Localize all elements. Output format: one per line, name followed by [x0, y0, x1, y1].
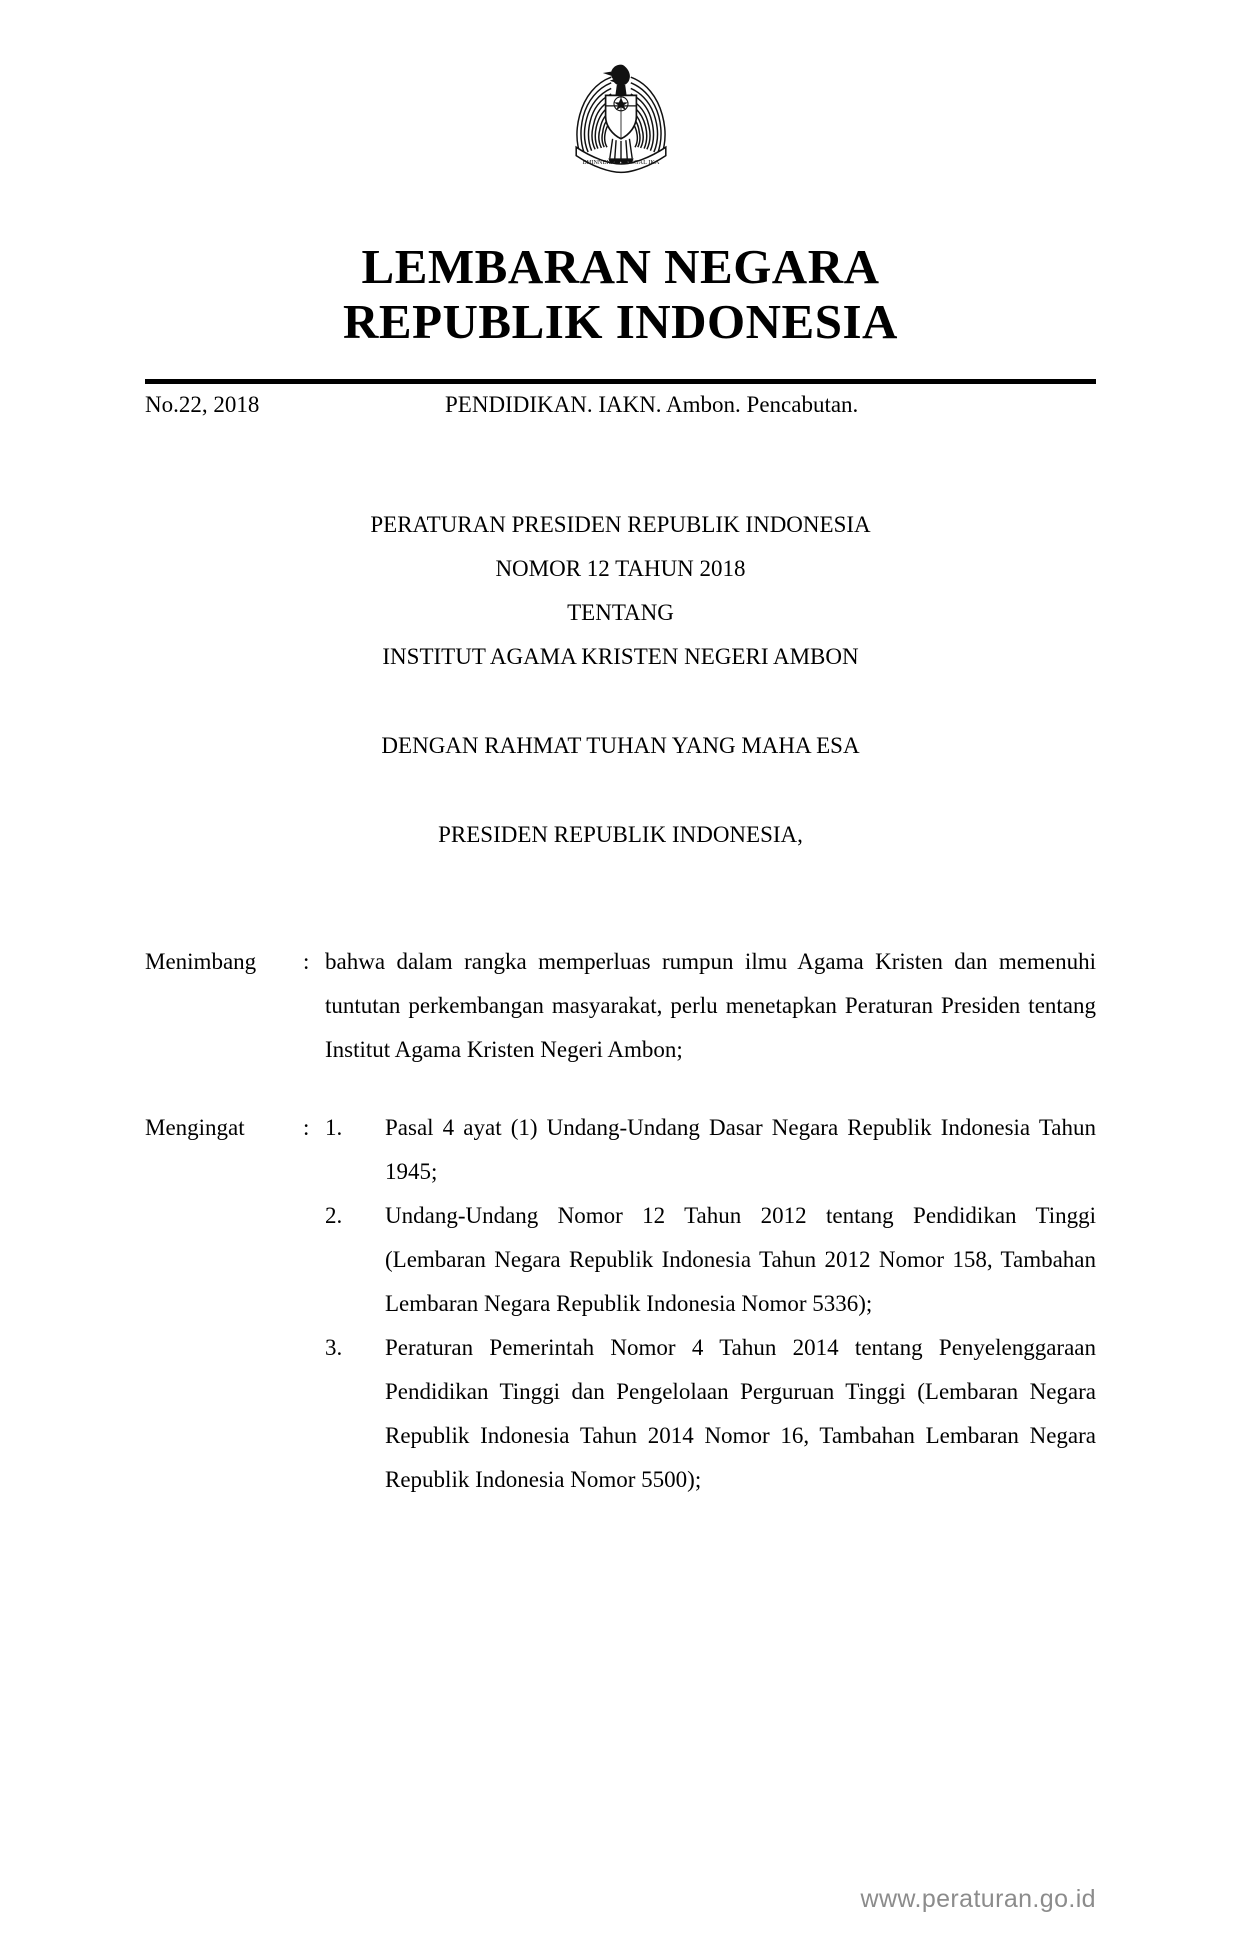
invocation-line: DENGAN RAHMAT TUHAN YANG MAHA ESA: [381, 733, 860, 758]
clause-menimbang: [145, 940, 1096, 1072]
spacer-after-invocation: [0, 768, 1241, 813]
clause-colon-menimbang: :: [303, 949, 310, 974]
emblem-container: [0, 52, 1241, 192]
gazette-subject-keywords: PENDIDIKAN. IAKN. Ambon. Pencabutan.: [445, 392, 859, 417]
list-item-marker: 3.: [325, 1335, 343, 1360]
mengingat-list: [325, 1106, 1096, 1502]
regulation-tentang-label: TENTANG: [567, 600, 674, 625]
regulation-title-line-1: PERATURAN PRESIDEN REPUBLIK INDONESIA: [370, 512, 871, 537]
garuda-pancasila-icon: [551, 52, 691, 192]
signatory-line: PRESIDEN REPUBLIK INDONESIA,: [438, 822, 803, 847]
clause-label-mengingat: Mengingat: [145, 1115, 245, 1140]
regulation-title-block: [0, 503, 1241, 857]
clause-label-menimbang: Menimbang: [145, 949, 257, 974]
list-item-text: Pasal 4 ayat (1) Undang-Undang Dasar Negara Republik Indonesia Tahun 1945;: [385, 1115, 1096, 1184]
list-item-text: Undang-Undang Nomor 12 Tahun 2012 tentang Pendidikan Tinggi (Lembaran Negara Republik Indonesia Tahun 2012 Nomor 158, Tambahan Lembaran Negara Republik Indonesia Nomor 5336);: [385, 1203, 1096, 1316]
masthead-line-2: REPUBLIK INDONESIA: [343, 293, 898, 349]
list-item: [325, 1326, 1096, 1502]
list-item-text: Peraturan Pemerintah Nomor 4 Tahun 2014 tentang Penyelenggaraan Pendidikan Tinggi dan Pengelolaan Perguruan Tinggi (Lembaran Negara Republik Indonesia Tahun 2014 Nomor 16, Tambahan Lembaran Negara Republik Indonesia Nomor 5500);: [385, 1335, 1096, 1492]
clause-section: [145, 940, 1096, 1536]
clause-colon-mengingat: :: [303, 1115, 310, 1140]
clause-mengingat: [145, 1106, 1096, 1502]
spacer-after-title: [0, 679, 1241, 724]
header-divider: [145, 379, 1096, 384]
masthead: [0, 240, 1241, 350]
gazette-header-row: [145, 388, 1096, 422]
source-watermark: www.peraturan.go.id: [860, 1885, 1096, 1913]
regulation-number: NOMOR 12 TAHUN 2018: [495, 556, 746, 581]
gazette-number: No.22, 2018: [145, 392, 260, 417]
emblem-motto-text: BHINNEKA TUNGGAL IKA: [582, 159, 659, 166]
list-item-marker: 1.: [325, 1115, 343, 1140]
clause-text-menimbang: bahwa dalam rangka memperluas rumpun ilmu Agama Kristen dan memenuhi tuntutan perkembangan masyarakat, perlu menetapkan Peraturan Presiden tentang Institut Agama Kristen Negeri Ambon;: [325, 949, 1096, 1062]
masthead-line-1: LEMBARAN NEGARA: [361, 239, 880, 294]
list-item: [325, 1106, 1096, 1194]
list-item-marker: 2.: [325, 1203, 343, 1228]
regulation-subject-title: INSTITUT AGAMA KRISTEN NEGERI AMBON: [382, 644, 859, 669]
list-item: [325, 1194, 1096, 1326]
